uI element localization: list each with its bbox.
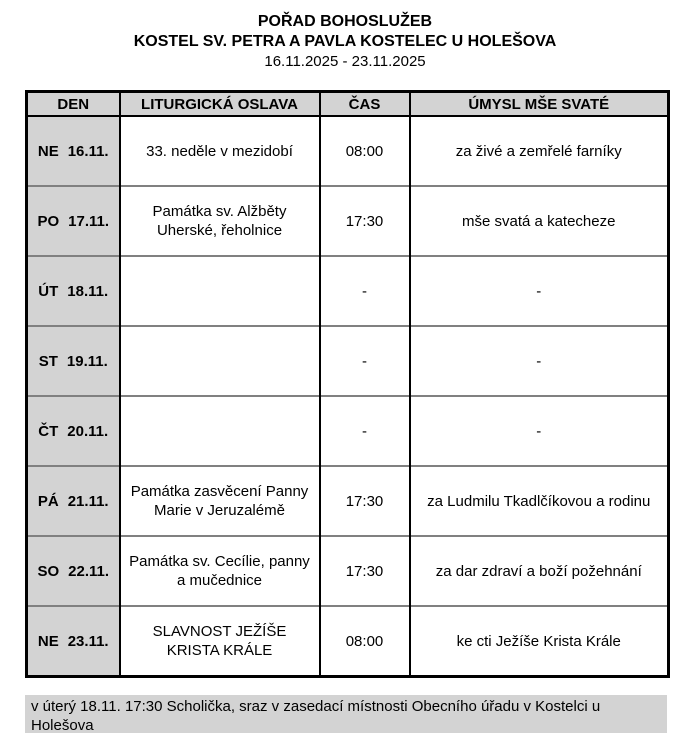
celebration-cell: Památka zasvěcení Panny Marie v Jeruzalémě [120, 466, 320, 536]
celebration-cell [120, 396, 320, 466]
day-cell [27, 186, 120, 256]
day-abbr: ČT [38, 422, 59, 440]
schedule-table [25, 90, 670, 678]
time-cell: - [320, 256, 410, 326]
column-header-celebration: LITURGICKÁ OSLAVA [120, 92, 320, 117]
intention-cell: - [410, 396, 669, 466]
day-date: 16.11. [67, 142, 109, 160]
time-cell: - [320, 396, 410, 466]
day-abbr: ST [38, 352, 58, 370]
table-row [27, 606, 669, 677]
day-cell [27, 536, 120, 606]
table-row [27, 326, 669, 396]
table-row [27, 186, 669, 256]
day-date: 19.11. [66, 352, 108, 370]
celebration-cell: 33. neděle v mezidobí [120, 116, 320, 186]
day-cell [27, 396, 120, 466]
intention-cell: - [410, 326, 669, 396]
date-range: 16.11.2025 - 23.11.2025 [264, 53, 426, 70]
footer-note: v úterý 18.11. 17:30 Scholička, sraz v zasedací místnosti Obecního úřadu v Kostelci u Holešova [25, 695, 667, 733]
celebration-cell: Památka sv. Cecílie, panny a mučednice [120, 536, 320, 606]
day-date: 22.11. [68, 562, 110, 580]
day-date: 23.11. [67, 632, 109, 650]
celebration-cell [120, 256, 320, 326]
time-cell: - [320, 326, 410, 396]
day-date: 17.11. [68, 212, 110, 230]
table-row [27, 466, 669, 536]
day-abbr: PO [37, 212, 60, 230]
intention-cell: mše svatá a katecheze [410, 186, 669, 256]
column-header-time: ČAS [320, 92, 410, 117]
time-cell: 17:30 [320, 186, 410, 256]
day-abbr: NE [37, 632, 59, 650]
time-cell: 08:00 [320, 606, 410, 677]
day-cell [27, 326, 120, 396]
day-date: 18.11. [67, 282, 109, 300]
celebration-cell: Památka sv. Alžběty Uherské, řeholnice [120, 186, 320, 256]
column-header-intention: ÚMYSL MŠE SVATÉ [410, 92, 669, 117]
intention-cell: za živé a zemřelé farníky [410, 116, 669, 186]
intention-cell: ke cti Ježíše Krista Krále [410, 606, 669, 677]
time-cell: 17:30 [320, 466, 410, 536]
time-cell: 08:00 [320, 116, 410, 186]
celebration-cell [120, 326, 320, 396]
day-date: 20.11. [67, 422, 109, 440]
table-header-row [27, 92, 669, 117]
day-cell [27, 606, 120, 677]
day-abbr: NE [37, 142, 59, 160]
table-row [27, 116, 669, 186]
time-cell: 17:30 [320, 536, 410, 606]
column-header-day: DEN [27, 92, 120, 117]
intention-cell: za Ludmilu Tkadlčíkovou a rodinu [410, 466, 669, 536]
table-row [27, 396, 669, 466]
page-title: POŘAD BOHOSLUŽEB [257, 13, 433, 30]
celebration-cell: SLAVNOST JEŽÍŠE KRISTA KRÁLE [120, 606, 320, 677]
day-abbr: PÁ [37, 492, 59, 510]
day-date: 21.11. [67, 492, 109, 510]
day-abbr: SO [37, 562, 60, 580]
day-cell [27, 466, 120, 536]
intention-cell: za dar zdraví a boží požehnání [410, 536, 669, 606]
day-cell [27, 116, 120, 186]
church-name: KOSTEL SV. PETRA A PAVLA KOSTELEC U HOLEŠOVA [133, 33, 557, 50]
day-abbr: ÚT [38, 282, 59, 300]
document-header [0, 12, 690, 72]
table-row [27, 536, 669, 606]
table-row [27, 256, 669, 326]
day-cell [27, 256, 120, 326]
intention-cell: - [410, 256, 669, 326]
